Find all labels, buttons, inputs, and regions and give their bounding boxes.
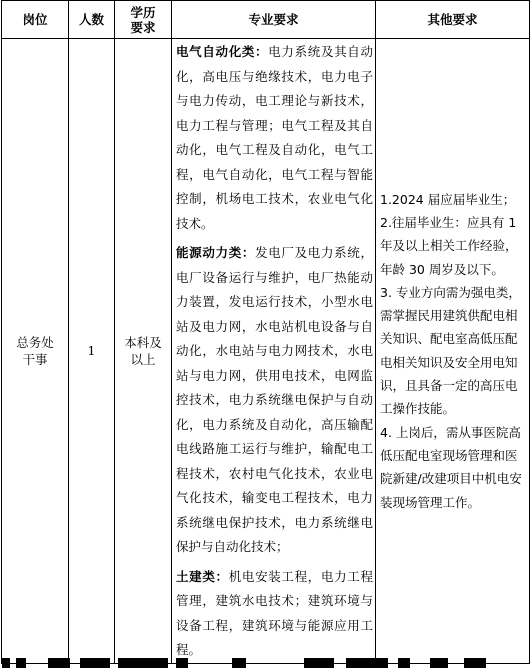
major-list: 发电厂及电力系统，电厂设备运行与维护，电厂热能动力装置，发电运行技术，小型水电站及电力网，水电站机电设备与自动化，水电站与电力网技术，水电站与电力网，供用电技术，电网监控技术，电力系统继电保护与自动化，电力系统及自动化，高压输配电线路施工运行与维护，输配电工程技术，农村电气化技术，农业电气化技术，输变电工程技术，电力系统继电保护技术，电力系统继电保护与自动化技术； (176, 245, 373, 554)
header-row (2, 1, 530, 39)
major-group (176, 565, 373, 663)
cell-major-requirements (172, 39, 376, 664)
major-list: 机电安装工程，电力工程管理，建筑水电技术；建筑环境与设备工程，建筑环境与能源应用工程。 (176, 568, 373, 657)
header-position: 岗位 (2, 1, 69, 39)
table-row (2, 39, 530, 664)
cropped-text-fragment (0, 658, 530, 668)
major-category-label: 电气自动化类： (176, 44, 269, 59)
cell-education: 本科及 以上 (115, 39, 172, 664)
major-group (176, 241, 373, 560)
cell-position: 总务处 干事 (2, 39, 69, 664)
header-education: 学历 要求 (115, 1, 172, 39)
other-requirement-item: 3. 专业方向需为强电类，需掌握民用建筑供配电相关知识、配电室高低压配电相关知识及安全用电知识，且具备一定的高压电工操作技能。 (380, 284, 521, 417)
major-group (176, 40, 373, 236)
major-category-label: 土建类： (176, 568, 229, 584)
header-major: 专业要求 (172, 1, 376, 39)
other-requirement-item: 1.2024 届应届毕业生； (380, 191, 516, 207)
other-requirement-item: 2.往届毕业生：应具有 1 年及以上相关工作经验，年龄 30 周岁及以下。 (380, 214, 518, 277)
recruitment-table (1, 0, 530, 664)
cell-count: 1 (69, 39, 115, 664)
header-count: 人数 (69, 1, 115, 39)
cell-other-requirements (376, 39, 530, 664)
major-category-label: 能源动力类： (176, 245, 256, 260)
header-other: 其他要求 (376, 1, 530, 39)
other-requirement-item: 4. 上岗后，需从事医院高低压配电室现场管理和医院新建/改建项目中机电安装现场管理工作。 (380, 424, 522, 510)
major-list: 电力系统及其自动化，高电压与绝缘技术，电力电子与电力传动，电工理论与新技术，电力工程与管理；电气工程及其自动化，电气工程及自动化，电气工程，电气自动化，电气工程与智能控制，机场电工技术，农业电气化技术。 (176, 44, 373, 231)
